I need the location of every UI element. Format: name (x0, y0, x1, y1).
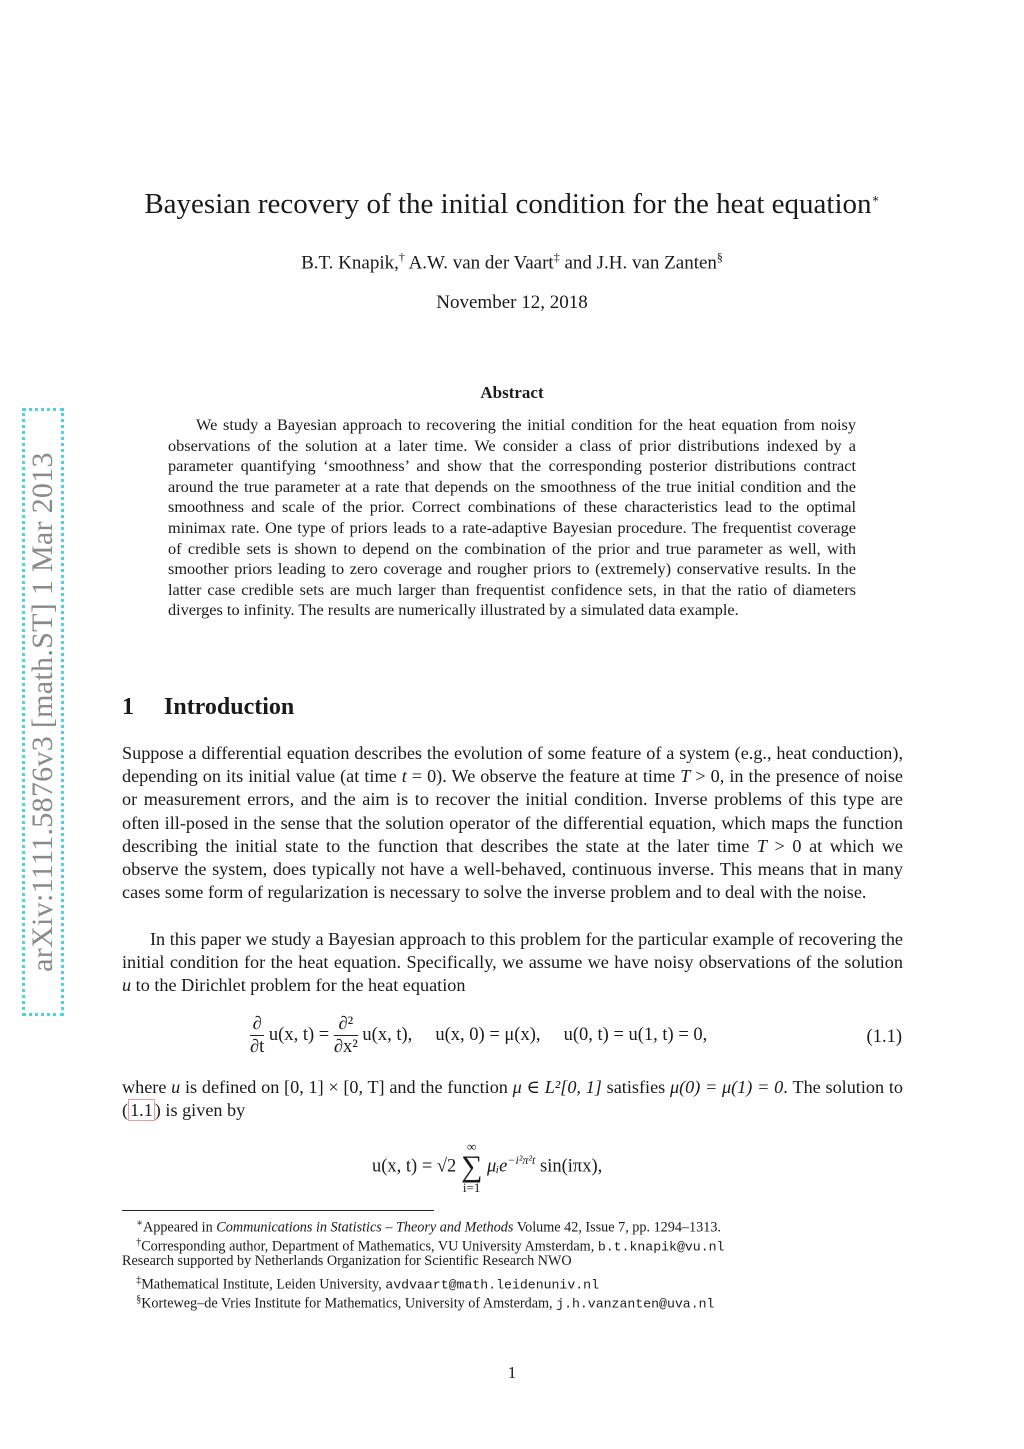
abstract-text: We study a Bayesian approach to recovering the initial condition for the heat equation from noisy observations of the solution at a later time. We consider a class of prior distributions indexed by a parameter quantifying ‘smoothness’ and show that the corresponding posterior distributions contract around the true parameter at a rate that depends on the smoothness of the true initial condition and the smoothness and scale of the prior. Correct combinations of these characteristics lead to the optimal minimax rate. One type of priors leads to a rate-adaptive Bayesian procedure. The frequentist coverage of credible sets is shown to depend on the combination of the prior and true parameter as well, with smoother priors leading to zero coverage and rougher priors to (extremely) conservative results. In the latter case credible sets are much larger than frequentist confidence sets, in that the ratio of diameters diverges to infinity. The results are numerically illustrated by a simulated data example. (168, 415, 856, 620)
email-link-vaart[interactable]: avdvaart@math.leidenuniv.nl (385, 1277, 600, 1293)
intro-paragraph-3: where u is defined on [0, 1] × [0, T] and the function μ ∈ L²[0, 1] satisfies μ(0) = μ(1) = 0. The solution to ( 1.1 ) is given by (122, 1077, 903, 1121)
footnote-2-cont: Research supported by Netherlands Organization for Scientific Research NWO (122, 1253, 572, 1269)
paper-title: Bayesian recovery of the initial condition for the heat equation∗ (144, 188, 880, 220)
title-footnote-mark: ∗ (871, 191, 880, 206)
section-title: Introduction (164, 694, 295, 720)
footnote-2: †Corresponding author, Department of Mathematics, VU University Amsterdam, b.t.knapik@vu.nl (136, 1237, 725, 1255)
equation-reference-link[interactable]: 1.1 (130, 1100, 153, 1121)
footnote-3: ‡Mathematical Institute, Leiden University, avdvaart@math.leidenuniv.nl (136, 1275, 600, 1293)
footnote-rule (122, 1210, 434, 1211)
section-heading (122, 694, 294, 721)
equation-1-1: $\frac{\partial}{\partial t}$ u(x, t) = $\frac{\text{∂²}}{\text{∂x²}}$ u(x, t), u(x, 0) = μ(x), u(0, t) = u(1, t) = 0, (1.1) (250, 1014, 902, 1057)
equation-tag: (1.1) (866, 1027, 902, 1047)
email-link-knapik[interactable]: b.t.knapik@vu.nl (597, 1239, 725, 1255)
space-second-derivative: $\frac{\text{∂²}}{\text{∂x²}}$ (333, 1014, 358, 1057)
arxiv-stamp-text: arXiv:1111.5876v3 [math.ST] 1 Mar 2013 (26, 452, 59, 972)
footnote-1: ∗Appeared in Communications in Statistics – Theory and Methods Volume 42, Issue 7, pp. 1294–1313. (136, 1218, 721, 1236)
equation-solution: u(x, t) = √2 ∞ ∑ i=1 μᵢe$^{-i^2\pi^2t}$ sin(iπx), (372, 1139, 603, 1195)
section-number: 1 (122, 694, 134, 720)
author-list: B.T. Knapik,† A.W. van der Vaart‡ and J.H. van Zanten§ (301, 250, 723, 274)
time-derivative: $\frac{\partial}{\partial t}$ (250, 1014, 265, 1057)
email-link-zanten[interactable]: j.h.vanzanten@uva.nl (556, 1296, 715, 1312)
page-number: 1 (507, 1363, 517, 1382)
intro-paragraph-2: In this paper we study a Bayesian approach to this problem for the particular example of recovering the initial condition for the heat equation. Specifically, we assume we have noisy observations of the solution u to the Dirichlet problem for the heat equation (122, 929, 903, 996)
footnote-4: §Korteweg–de Vries Institute for Mathematics, University of Amsterdam, j.h.vanzanten@uva.nl (136, 1294, 715, 1312)
summation-sign: ∞ ∑ i=1 (460, 1139, 483, 1195)
abstract-heading: Abstract (480, 383, 544, 402)
arxiv-stamp (22, 408, 64, 1016)
intro-paragraph-1: Suppose a differential equation describes the evolution of some feature of a system (e.g., heat conduction), depending on its initial value (at time t = 0). We observe the feature at time T > 0, in the presence of noise or measurement errors, and the aim is to recover the initial condition. Inverse problems of this type are often ill-posed in the sense that the solution operator of the differential equation, which maps the function describing the initial state to the function that describes the state at the later time T > 0 at which we observe the system, does typically not have a well-behaved, continuous inverse. This means that in many cases some form of regularization is necessary to solve the inverse problem and to deal with the noise. (122, 743, 904, 903)
paper-date: November 12, 2018 (436, 292, 588, 313)
